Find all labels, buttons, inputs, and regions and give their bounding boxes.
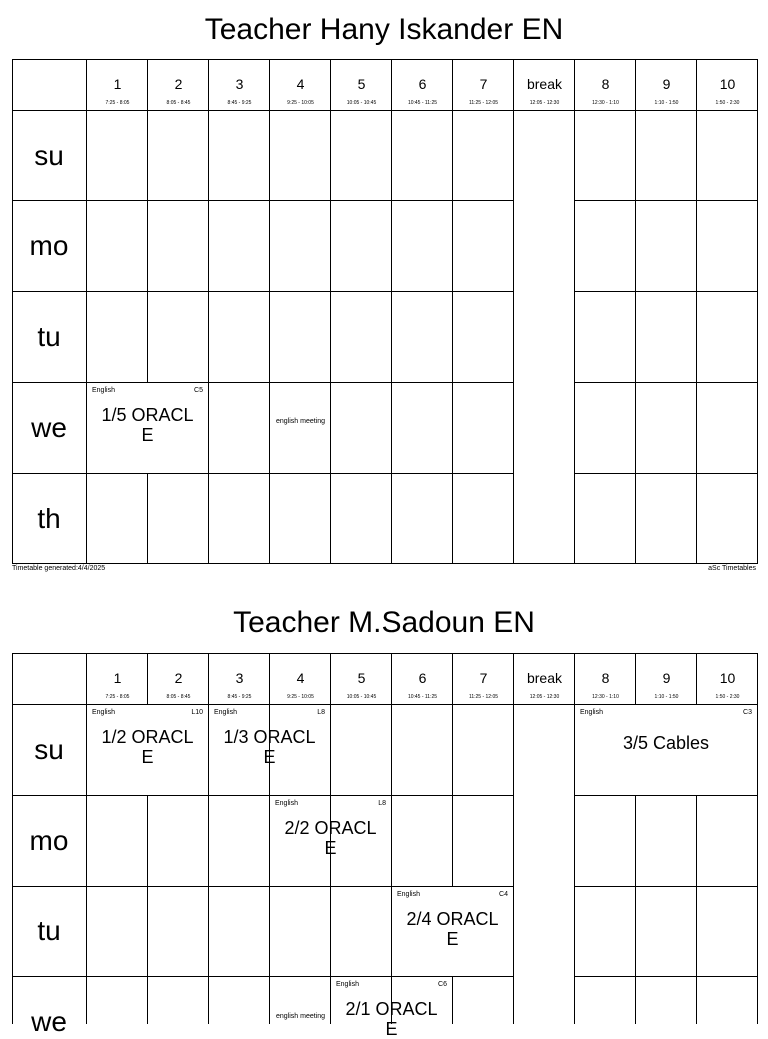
period-time: 8:45 - 9:25 [227,694,252,700]
lesson-subject: English [336,981,359,988]
timetable-title: Teacher M.Sadoun EN [233,606,535,639]
period-time: 10:45 - 11:25 [407,694,438,700]
break-label: break [526,76,563,92]
period-time: 7:25 - 8:05 [105,100,130,106]
lesson-card[interactable] [331,977,452,1039]
period-time: 1:10 - 1:50 [654,694,679,700]
meeting-note: english meeting [275,418,326,425]
lesson-card[interactable] [87,705,208,795]
period-label: 9 [662,76,671,92]
period-label: 7 [479,76,488,92]
lesson-class: 1/5 ORACLE [101,405,194,445]
lesson-card[interactable] [87,383,208,473]
day-label: tu [37,915,61,946]
day-label: mo [29,230,69,261]
period-time: 12:30 - 1:10 [592,694,619,700]
lesson-room: C5 [194,387,203,394]
day-label: su [34,140,64,171]
break-time: 12:05 - 12:30 [529,694,560,700]
lesson-subject: English [397,891,420,898]
period-time: 9:25 - 10:05 [287,100,314,106]
period-label: 4 [296,76,305,92]
period-label: 3 [235,670,244,686]
break-label: break [526,670,563,686]
lesson-subject: English [275,800,298,807]
lesson-card[interactable] [392,887,513,976]
lesson-class: 2/1 ORACLE [345,999,438,1039]
lesson-card[interactable] [209,705,330,795]
period-label: 5 [357,670,366,686]
timetable-title: Teacher Hany Iskander EN [204,13,564,46]
lesson-class: 1/3 ORACLE [223,727,316,767]
day-label: we [31,412,67,443]
lesson-card[interactable] [575,705,757,795]
period-label: 6 [418,670,427,686]
period-time: 9:25 - 10:05 [287,694,314,700]
period-label: 1 [113,76,122,92]
lesson-class: 2/4 ORACLE [406,909,499,949]
period-time: 1:50 - 2:30 [715,100,740,106]
period-label: 2 [174,76,183,92]
lesson-subject: English [580,709,603,716]
lesson-room: C4 [499,891,508,898]
day-label: su [34,734,64,765]
lesson-class: 3/5 Cables [622,733,710,753]
period-label: 4 [296,670,305,686]
period-label: 8 [601,76,610,92]
lesson-room: C6 [438,981,447,988]
lesson-class: 1/2 ORACLE [101,727,194,767]
period-time: 1:50 - 2:30 [715,694,740,700]
period-label: 10 [719,76,736,92]
app-credit: aSc Timetables [708,565,756,572]
lesson-subject: English [92,709,115,716]
lesson-room: L8 [317,709,325,716]
period-time: 7:25 - 8:05 [105,694,130,700]
period-label: 9 [662,670,671,686]
day-label: we [31,1006,67,1037]
period-label: 10 [719,670,736,686]
period-label: 7 [479,670,488,686]
day-label: th [37,503,61,534]
period-time: 11:25 - 12:05 [468,694,499,700]
lesson-subject: English [214,709,237,716]
period-time: 8:05 - 8:45 [166,100,191,106]
lesson-room: L8 [378,800,386,807]
period-time: 1:10 - 1:50 [654,100,679,106]
period-label: 6 [418,76,427,92]
period-time: 10:05 - 10:45 [346,694,377,700]
period-label: 8 [601,670,610,686]
period-time: 10:05 - 10:45 [346,100,377,106]
period-time: 10:45 - 11:25 [407,100,438,106]
meeting-note: english meeting [275,1013,326,1020]
lesson-room: L10 [191,709,203,716]
period-label: 2 [174,670,183,686]
period-label: 3 [235,76,244,92]
period-time: 8:45 - 9:25 [227,100,252,106]
day-label: mo [29,825,69,856]
generated-date: Timetable generated:4/4/2025 [12,565,106,572]
period-time: 12:30 - 1:10 [592,100,619,106]
period-time: 8:05 - 8:45 [166,694,191,700]
lesson-card[interactable] [270,796,391,886]
lesson-class: 2/2 ORACLE [284,818,377,858]
lesson-subject: English [92,387,115,394]
break-time: 12:05 - 12:30 [529,100,560,106]
lesson-room: C3 [743,709,752,716]
day-label: tu [37,321,61,352]
period-time: 11:25 - 12:05 [468,100,499,106]
period-label: 5 [357,76,366,92]
period-label: 1 [113,670,122,686]
